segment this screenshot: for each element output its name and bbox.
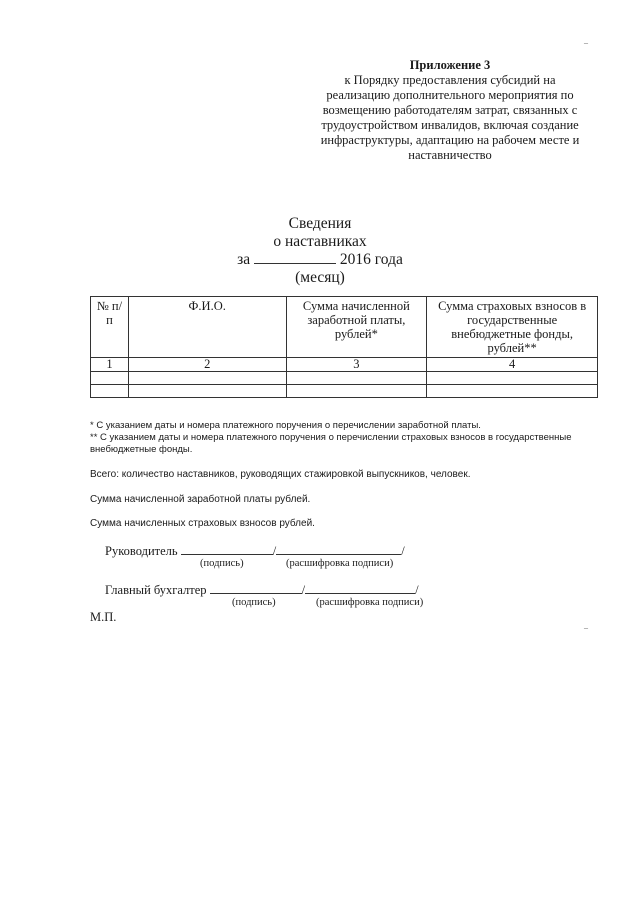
appendix-line: возмещению работодателям затрат, связанных с: [322, 103, 578, 117]
scan-mark: ‒: [584, 623, 588, 632]
table-cell: [91, 372, 129, 385]
head-decoding-hint: (расшифровка подписи): [286, 558, 394, 569]
table-row: [91, 372, 598, 385]
separator: /: [301, 583, 306, 597]
table-cell: [427, 385, 598, 398]
scan-mark: ‒: [584, 38, 588, 47]
heading-subtitle: о наставниках: [273, 233, 367, 250]
footnote-insurance: ** С указанием даты и номера платежного поручения о перечислении страховых взносов в государственные внебюджетные фонды.: [90, 432, 572, 455]
month-blank: [254, 252, 336, 264]
accountant-signature-line: [105, 582, 419, 598]
col-header-insurance: Сумма страховых взносов в государственные внебюджетные фонды, рублей**: [427, 297, 598, 358]
appendix-line: реализацию дополнительного мероприятия по: [326, 88, 574, 102]
signature-blank: [181, 543, 273, 555]
appendix-line: инфраструктуры, адаптацию на рабочем месте и: [320, 133, 580, 147]
period-suffix: 2016 года: [339, 251, 403, 268]
column-number: 3: [286, 358, 427, 372]
summary-salary: Сумма начисленной заработной платы рублей.: [90, 494, 311, 505]
appendix-line: к Порядку предоставления субсидий на: [344, 73, 556, 87]
col-header-number: № п/п: [91, 297, 129, 358]
column-number-row: [91, 358, 598, 372]
decoding-blank: [305, 582, 415, 594]
column-number: 2: [128, 358, 286, 372]
signature-blank: [210, 582, 302, 594]
summary-insurance: Сумма начисленных страховых взносов рублей.: [90, 518, 315, 529]
heading-title: Сведения: [288, 215, 352, 232]
head-signature-line: [105, 543, 405, 559]
col-header-salary: Сумма начисленной заработной платы, рублей*: [286, 297, 427, 358]
appendix-block: [300, 58, 600, 163]
period-prefix: за: [237, 251, 251, 268]
separator: /: [272, 544, 277, 558]
separator: /: [415, 583, 419, 597]
appendix-line: наставничество: [408, 148, 492, 162]
table-cell: [91, 385, 129, 398]
table-cell: [128, 385, 286, 398]
appendix-line: трудоустройством инвалидов, включая создание: [321, 118, 579, 132]
mentors-table: [90, 296, 598, 398]
accountant-decoding-hint: (расшифровка подписи): [316, 597, 424, 608]
table-cell: [286, 372, 427, 385]
accountant-label: Главный бухгалтер: [105, 583, 207, 597]
col-header-name: Ф.И.О.: [128, 297, 286, 358]
column-number: 4: [427, 358, 598, 372]
head-label: Руководитель: [105, 544, 178, 558]
stamp-place: М.П.: [90, 610, 117, 624]
summary-total: Всего: количество наставников, руководящих стажировкой выпускников, человек.: [90, 469, 471, 480]
table-cell: [427, 372, 598, 385]
accountant-signature-hint: (подпись): [232, 597, 276, 608]
heading-period: [0, 251, 640, 269]
head-signature-hint: (подпись): [200, 558, 244, 569]
decoding-blank: [276, 543, 401, 555]
table-cell: [128, 372, 286, 385]
footnote-salary: * С указанием даты и номера платежного поручения о перечислении заработной платы.: [90, 420, 481, 431]
table-row: [91, 385, 598, 398]
period-hint: (месяц): [295, 269, 345, 286]
document-heading: [0, 215, 640, 287]
table-header-row: [91, 297, 598, 358]
appendix-title: Приложение 3: [409, 58, 491, 72]
table-cell: [286, 385, 427, 398]
footnotes: [90, 420, 610, 456]
separator: /: [401, 544, 405, 558]
column-number: 1: [91, 358, 129, 372]
